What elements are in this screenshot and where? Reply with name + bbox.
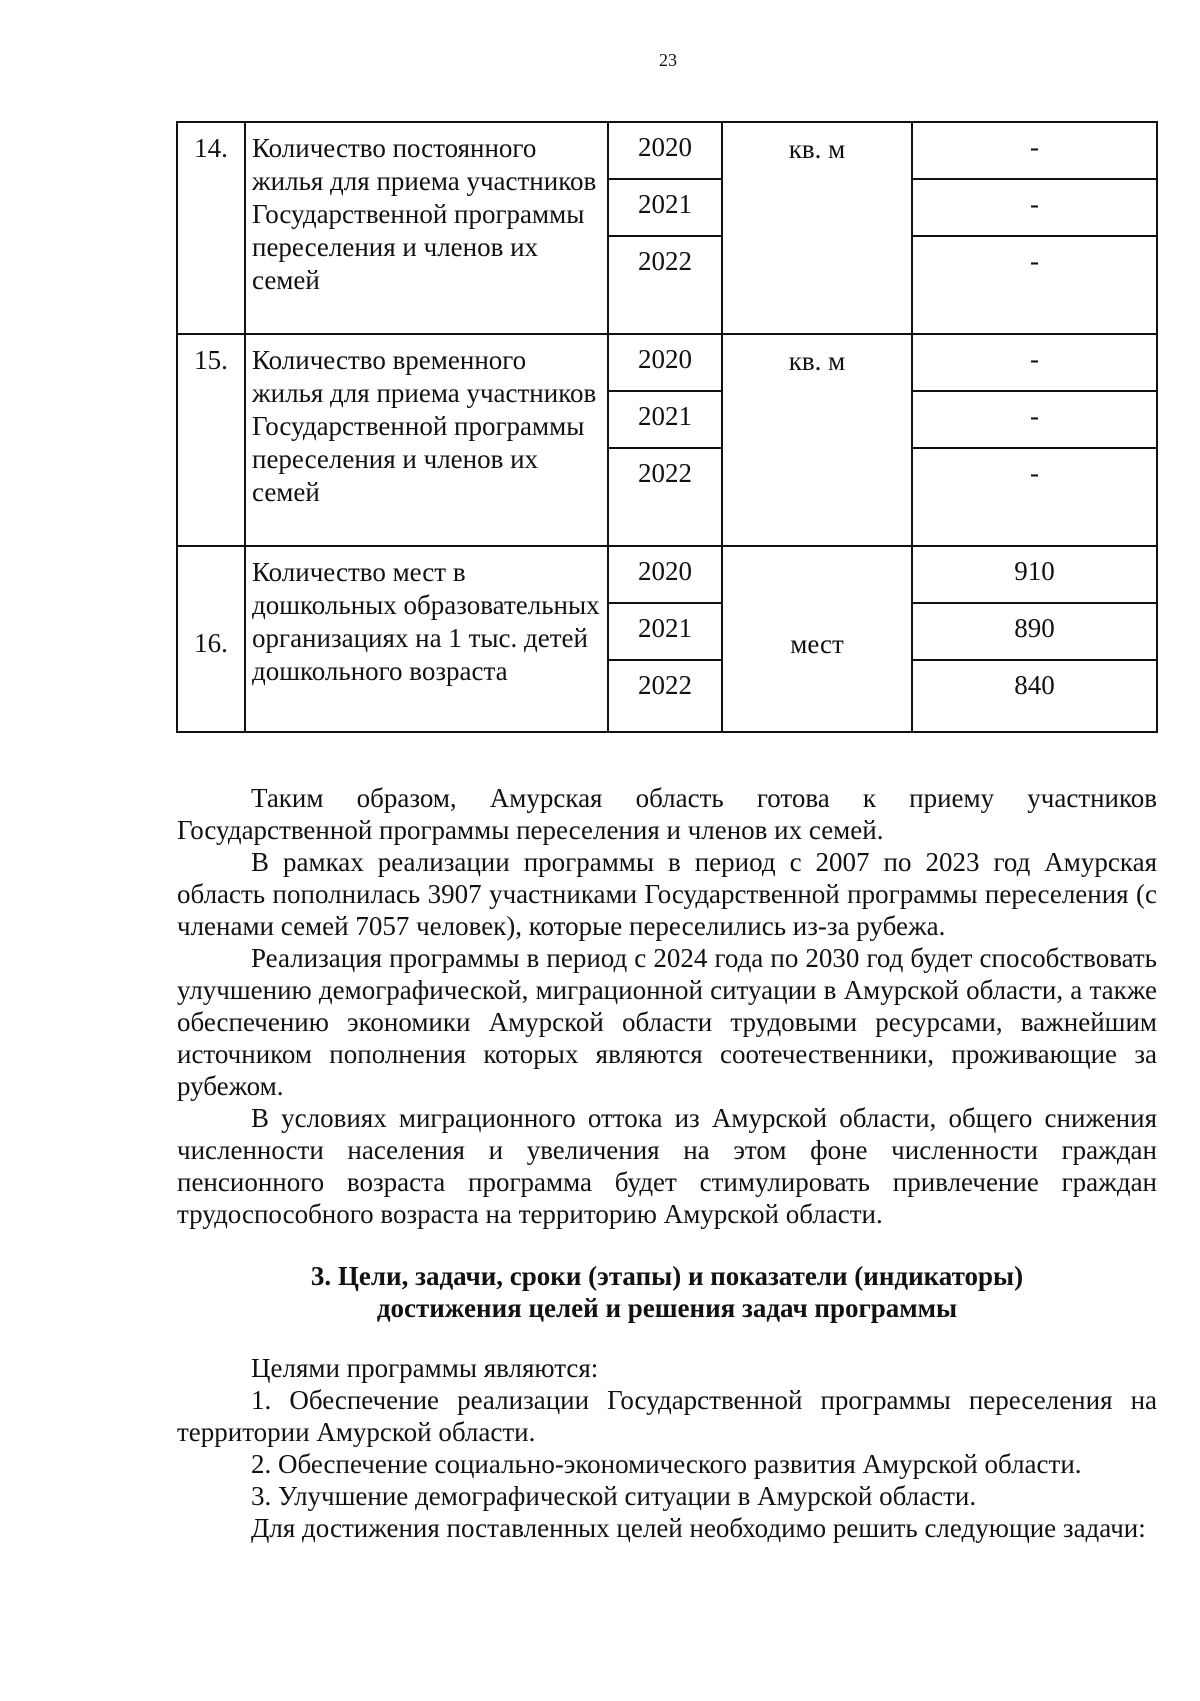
- paragraph: Реализация программы в период с 2024 года по 2030 год будет способствовать улучшению демографической, миграционной ситуации в Амурской области, а также обеспечению экономики Амурской области трудовыми ресурсами, важнейшим источником пополнения которых являются соотечественники, проживающие за рубежом.: [177, 943, 1157, 1101]
- value-cell: -: [912, 236, 1157, 334]
- year-cell: 2022: [608, 236, 722, 334]
- body-text: [177, 782, 1157, 1544]
- year-cell: 2020: [608, 122, 722, 179]
- value-cell: -: [912, 448, 1157, 546]
- value-cell: 910: [912, 546, 1157, 603]
- year-cell: 2020: [608, 546, 722, 603]
- value-cell: 890: [912, 603, 1157, 660]
- year-cell: 2021: [608, 603, 722, 660]
- row-number: 14.: [177, 122, 245, 334]
- value-cell: -: [912, 122, 1157, 179]
- table-row: [177, 546, 1157, 603]
- section-heading-line: достижения целей и решения задач программы: [376, 1293, 958, 1323]
- paragraph: Таким образом, Амурская область готова к приему участников Государственной программы переселения и членов их семей.: [177, 783, 1157, 845]
- year-cell: 2021: [608, 391, 722, 448]
- year-cell: 2022: [608, 660, 722, 732]
- goal-item: 3. Улучшение демографической ситуации в Амурской области.: [251, 1481, 977, 1511]
- tasks-intro: Для достижения поставленных целей необходимо решить следующие задачи:: [251, 1513, 1146, 1543]
- year-cell: 2020: [608, 334, 722, 391]
- indicator-name: Количество временного жилья для приема участников Государственной программы переселения и членов их семей: [245, 334, 608, 546]
- unit-cell: кв. м: [722, 122, 912, 334]
- unit-cell: мест: [722, 546, 912, 732]
- row-number: 15.: [177, 334, 245, 546]
- value-cell: -: [912, 391, 1157, 448]
- section-heading-line: 3. Цели, задачи, сроки (этапы) и показатели (индикаторы): [310, 1261, 1024, 1291]
- indicators-table: [176, 121, 1158, 733]
- row-number: 16.: [177, 546, 245, 732]
- value-cell: -: [912, 334, 1157, 391]
- table-row: [177, 122, 1157, 179]
- paragraph: В рамках реализации программы в период с 2007 по 2023 год Амурская область пополнилась 3907 участниками Государственной программы переселения (с членами семей 7057 человек), которые переселились из-за рубежа.: [177, 847, 1157, 941]
- goal-item: 2. Обеспечение социально-экономического развития Амурской области.: [251, 1449, 1082, 1479]
- page-number: 23: [659, 50, 677, 70]
- table-row: [177, 334, 1157, 391]
- goal-item: 1. Обеспечение реализации Государственной программы переселения на территории Амурской области.: [177, 1385, 1157, 1447]
- year-cell: 2021: [608, 179, 722, 236]
- year-cell: 2022: [608, 448, 722, 546]
- value-cell: 840: [912, 660, 1157, 732]
- indicator-name: Количество мест в дошкольных образовательных организациях на 1 тыс. детей дошкольного возраста: [245, 546, 608, 732]
- indicator-name: Количество постоянного жилья для приема участников Государственной программы переселения и членов их семей: [245, 122, 608, 334]
- unit-cell: кв. м: [722, 334, 912, 546]
- section-heading: [177, 1260, 1157, 1324]
- value-cell: -: [912, 179, 1157, 236]
- goals-intro: Целями программы являются:: [251, 1353, 599, 1383]
- paragraph: В условиях миграционного оттока из Амурской области, общего снижения численности населения и увеличения на этом фоне численности граждан пенсионного возраста программа будет стимулировать привлечение граждан трудоспособного возраста на территорию Амурской области.: [177, 1103, 1157, 1229]
